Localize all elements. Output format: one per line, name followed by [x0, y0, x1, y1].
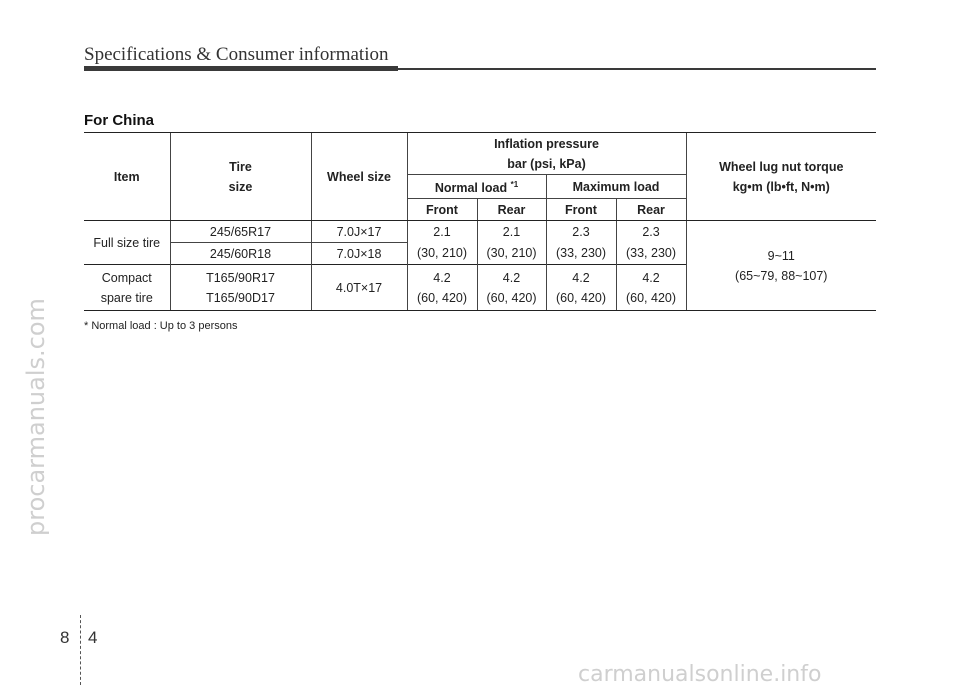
watermark-left: procarmanuals.com: [22, 298, 50, 536]
col-header-normal-front: Front: [407, 199, 477, 221]
col-header-item: Item: [84, 133, 170, 221]
page-chapter-number: 8: [60, 628, 70, 647]
normal-load-label: Normal load: [434, 181, 508, 196]
tire-spec-table: [84, 132, 876, 311]
footnote: * Normal load : Up to 3 persons: [84, 320, 238, 332]
wheel-size-cell: 7.0J×17: [311, 221, 407, 243]
pressure-psi-kpa: (60, 420): [416, 290, 468, 305]
pressure-psi-kpa: (60, 420): [555, 290, 607, 305]
compact-tire-line1: T165/90R17: [206, 270, 275, 285]
inflation-header-line2: bar (psi, kPa): [507, 156, 586, 171]
header-rule-thin: [398, 68, 876, 70]
col-header-max-rear: Rear: [616, 199, 686, 221]
pressure-normal-rear-top: 2.1: [477, 221, 546, 243]
page-number: 4: [88, 628, 98, 647]
compact-pressure-max-rear: [616, 265, 686, 311]
torque-value-line2: (65~79, 88~107): [735, 268, 828, 283]
compact-label-line1: Compact: [101, 270, 152, 285]
pressure-psi-kpa: (60, 420): [486, 290, 537, 305]
pressure-max-front-top: 2.3: [546, 221, 616, 243]
tire-size-cell: 245/65R17: [170, 221, 311, 243]
compact-pressure-normal-front: [407, 265, 477, 311]
col-header-inflation: [407, 133, 686, 175]
pressure-bar: 4.2: [433, 270, 451, 285]
page-number-divider: [80, 615, 81, 685]
pressure-max-rear-top: 2.3: [616, 221, 686, 243]
section-title: For China: [84, 112, 154, 129]
compact-tire-line2: T165/90D17: [206, 290, 275, 305]
torque-header-line1: Wheel lug nut torque: [719, 159, 844, 174]
compact-label-line2: spare tire: [100, 290, 153, 305]
tire-size-cell: 245/60R18: [170, 243, 311, 265]
inflation-header-line1: Inflation pressure: [494, 136, 599, 151]
pressure-psi-kpa: (60, 420): [625, 290, 677, 305]
tire-header-line1: Tire: [229, 159, 252, 174]
compact-pressure-normal-rear: [477, 265, 546, 311]
col-header-wheel-size: Wheel size: [311, 133, 407, 221]
row-label-compact-spare: [84, 265, 170, 311]
row-label-full-size: Full size tire: [93, 235, 161, 250]
pressure-bar: 4.2: [502, 270, 521, 285]
compact-pressure-max-front: [546, 265, 616, 311]
pressure-normal-front-top: 2.1: [407, 221, 477, 243]
col-header-max-front: Front: [546, 199, 616, 221]
pressure-bar: 4.2: [572, 270, 590, 285]
header-title: Specifications & Consumer information: [84, 44, 389, 65]
pressure-bar: 4.2: [642, 270, 660, 285]
col-header-maximum-load: Maximum load: [546, 175, 686, 199]
watermark-bottom: carmanualsonline.info: [578, 662, 822, 687]
pressure-normal-front-bottom: (30, 210): [407, 243, 477, 265]
col-header-normal-load: [407, 175, 546, 199]
torque-header-line2: kg•m (lb•ft, N•m): [732, 179, 830, 194]
wheel-size-cell: 7.0J×18: [311, 243, 407, 265]
header-rule-dark: [84, 66, 398, 71]
col-header-normal-rear: Rear: [477, 199, 546, 221]
pressure-max-front-bottom: (33, 230): [546, 243, 616, 265]
col-header-torque: [686, 133, 876, 221]
compact-wheel-size-cell: 4.0T×17: [311, 265, 407, 311]
compact-tire-size-cell: [170, 265, 311, 311]
pressure-max-rear-bottom: (33, 230): [616, 243, 686, 265]
tire-header-line2: size: [228, 179, 253, 194]
torque-value-line1: 9~11: [767, 248, 795, 263]
normal-load-footnote-ref: *1: [510, 180, 519, 189]
col-header-tire-size: [170, 133, 311, 221]
pressure-normal-rear-bottom: (30, 210): [477, 243, 546, 265]
torque-value-cell: [686, 221, 876, 311]
